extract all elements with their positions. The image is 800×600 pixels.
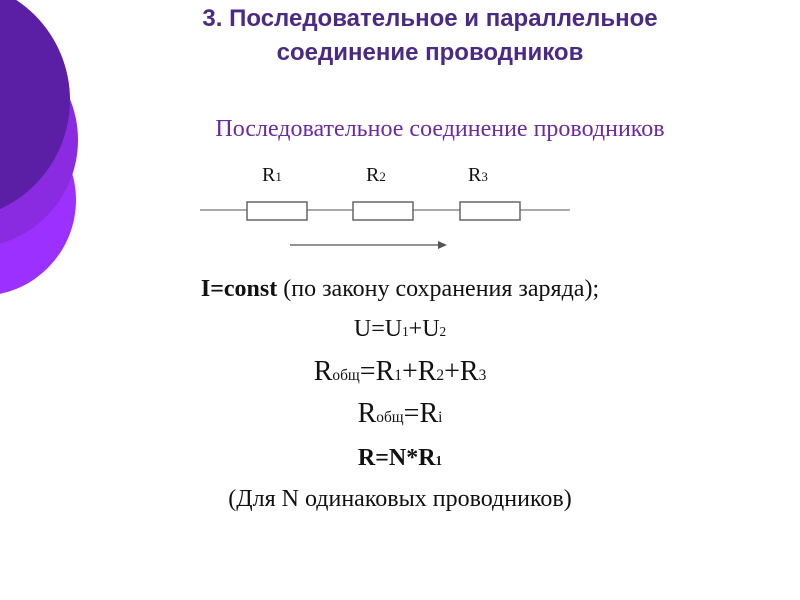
resistor-r3 (460, 202, 520, 220)
resistor-label-r3 (468, 163, 488, 189)
resistor-label-r2-main: R (366, 164, 380, 186)
formula-voltage-sum (0, 314, 800, 347)
formula-sum-b: =R (403, 398, 439, 429)
resistor-label-r1 (262, 163, 282, 189)
resistor-label-r2-sub: 2 (379, 169, 386, 184)
formula-identical-conductors (0, 443, 800, 476)
formula-total-r-s2: 2 (436, 367, 445, 384)
formula-voltage-s1: 1 (402, 324, 409, 339)
formula-total-r-s1: 1 (394, 367, 402, 384)
resistor-label-r3-main: R (468, 164, 482, 186)
resistor-r1 (247, 202, 307, 220)
formula-voltage-b: +U (408, 316, 440, 342)
formula-total-r-a: R (313, 356, 333, 387)
slide-subtitle: Последовательное соединение проводников (215, 116, 665, 142)
resistor-r2 (353, 202, 413, 220)
formula-sum-a: R (357, 398, 377, 429)
note-identical-conductors: (Для N одинаковых проводников) (228, 486, 572, 512)
resistor-label-r1-main: R (262, 164, 276, 186)
formula-voltage-s2: 2 (439, 324, 447, 339)
formula-total-r-b: =R (359, 356, 395, 387)
formula-current-const-lead: I=const (200, 276, 278, 302)
formula-total-r-d: +R (444, 356, 479, 387)
formula-sum-s1: i (438, 409, 443, 426)
slide-title-line2: соединение проводников (276, 39, 584, 66)
formula-current-const-rest: (по закону сохранения заряда); (277, 276, 600, 302)
slide-title (150, 2, 710, 70)
resistor-label-r2 (366, 163, 386, 189)
formula-total-resistance (0, 355, 800, 393)
slide-title-line1: 3. Последовательное и параллельное (202, 5, 658, 32)
resistor-label-r1-sub: 1 (275, 169, 282, 184)
formula-current-const (0, 274, 800, 304)
formula-total-r-s0: общ (332, 367, 360, 384)
formula-total-r-s3: 3 (478, 367, 487, 384)
right-arrow-icon (290, 241, 447, 249)
series-circuit-diagram (195, 190, 575, 260)
formula-sum-s0: общ (376, 409, 404, 426)
resistor-label-r3-sub: 3 (481, 169, 488, 184)
formula-identical-s1: 1 (435, 453, 443, 468)
formula-identical-a: R=N*R (357, 445, 436, 471)
formula-total-r-c: +R (401, 356, 437, 387)
formula-total-resistance-sum (0, 397, 800, 435)
formula-voltage-a: U=U (353, 316, 403, 342)
